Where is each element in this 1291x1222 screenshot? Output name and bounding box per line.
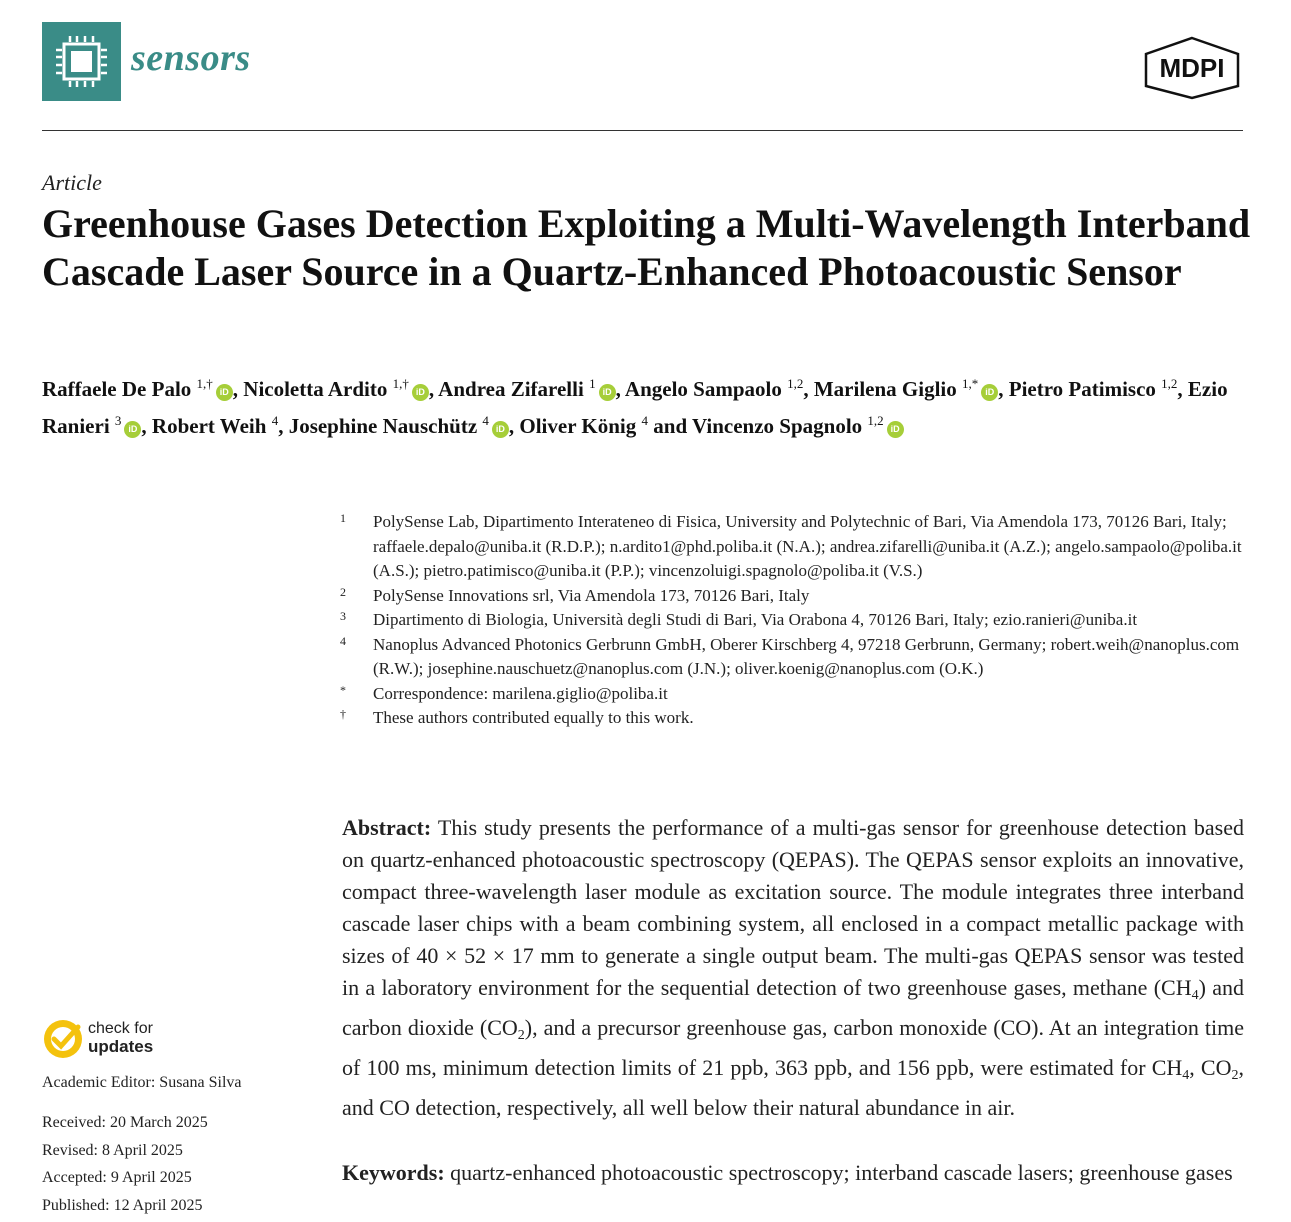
affiliation-item [340, 706, 1250, 731]
author[interactable] [42, 377, 233, 401]
author-name: Nicoletta Ardito [243, 377, 388, 401]
orcid-icon[interactable]: iD [412, 384, 429, 401]
author[interactable] [814, 377, 998, 401]
author-affiliation-mark: 1,† [392, 376, 409, 391]
publisher-name: MDPI [1159, 53, 1225, 83]
author[interactable] [519, 414, 648, 438]
affiliation-text: These authors contributed equally to this work. [373, 708, 694, 727]
affiliation-mark: 3 [340, 609, 346, 623]
author-name: Marilena Giglio [813, 377, 957, 401]
orcid-icon[interactable]: iD [981, 384, 998, 401]
author-affiliation-mark: 1,2 [867, 413, 884, 428]
article-title: Greenhouse Gases Detection Exploiting a Multi-Wavelength Interband Cascade Laser Source in a Quartz-Enhanced Photoacoustic Sensor [42, 201, 1251, 294]
check-line-2: updates [88, 1037, 154, 1056]
date-accepted: Accepted: 9 April 2025 [42, 1169, 192, 1186]
publisher-logo [1142, 36, 1242, 100]
affiliation-mark: 4 [340, 633, 346, 648]
subscript: 4 [1191, 988, 1199, 1003]
subscript: 2 [517, 1028, 525, 1043]
author-name: Angelo Sampaolo [624, 377, 782, 401]
author-affiliation-mark: 4 [641, 413, 649, 428]
affiliation-item [340, 510, 1250, 584]
article-type: Article [42, 170, 102, 195]
affiliation-text: PolySense Lab, Dipartimento Interateneo di Fisica, University and Polytechnic of Bari, Via Amendola 173, 70126 Bari, Italy; raffaele.depalo@uniba.it (R.D.P.); n.ardito1@phd.poliba.it (N.A.); andrea.zifarelli@uniba.it (A.Z.); angelo.sampaolo@poliba.it (A.S.); pietro.patimisco@uniba.it (P.P.); vincenzoluigi.spagnolo@poliba.it (V.S.) [373, 512, 1242, 580]
keywords-text: quartz-enhanced photoacoustic spectroscopy; interband cascade lasers; greenhouse gases [444, 1160, 1233, 1185]
author-affiliation-mark: 1,† [196, 376, 213, 391]
journal-logo-icon [42, 22, 121, 101]
author-affiliation-mark: 1,2 [1161, 376, 1178, 391]
author-name: Vincenzo Spagnolo [692, 414, 863, 438]
affiliation-text: Dipartimento di Biologia, Università degli Studi di Bari, Via Orabona 4, 70126 Bari, Italy; ezio.ranieri@uniba.it [373, 610, 1138, 629]
orcid-icon[interactable]: iD [887, 421, 904, 438]
abstract-text: ), and a precursor greenhouse gas, carbon monoxide (CO). At an integration time of 100 ms, minimum detection limits of 21 ppb, 363 ppb, and 156 ppb, were estimated for CH [342, 1015, 1244, 1080]
abstract-label: Abstract: [342, 815, 432, 840]
keywords [342, 1157, 1244, 1189]
header-divider [42, 130, 1243, 131]
abstract [342, 812, 1244, 1124]
author-name: Robert Weih [151, 414, 267, 438]
author-affiliation-mark: 3 [114, 413, 122, 428]
abstract-text: , and CO detection, respectively, all well below their natural abundance in air. [342, 1055, 1244, 1120]
author[interactable] [438, 377, 615, 401]
author[interactable] [1009, 377, 1178, 401]
academic-editor: Academic Editor: Susana Silva [42, 1074, 242, 1091]
affiliation-item [340, 633, 1250, 682]
affiliation-mark: † [340, 707, 346, 721]
subscript: 2 [1231, 1068, 1239, 1083]
affiliation-mark: * [340, 682, 346, 697]
affiliation-mark: 2 [340, 584, 346, 599]
author[interactable] [625, 377, 803, 401]
author-name: Josephine Nauschütz [288, 414, 478, 438]
abstract-text: ) and carbon dioxide (CO [342, 975, 1244, 1040]
orcid-icon[interactable]: iD [124, 421, 141, 438]
author-affiliation-mark: 4 [271, 413, 279, 428]
abstract-text: , CO [1189, 1055, 1232, 1080]
author-name: Pietro Patimisco [1008, 377, 1156, 401]
check-updates-icon [42, 1018, 84, 1060]
author[interactable] [289, 414, 509, 438]
subscript: 4 [1182, 1068, 1190, 1083]
date-received: Received: 20 March 2025 [42, 1114, 208, 1131]
author-affiliation-mark: 1,2 [787, 376, 804, 391]
affiliation-item [340, 584, 1250, 609]
affiliations [340, 510, 1250, 731]
affiliation-mark: 1 [340, 511, 346, 525]
author-affiliation-mark: 4 [482, 413, 489, 428]
author-affiliation-mark: 1 [589, 376, 596, 391]
orcid-icon[interactable]: iD [492, 421, 509, 438]
orcid-icon[interactable]: iD [599, 384, 616, 401]
authors-and: and [653, 414, 688, 438]
journal-name: sensors [131, 37, 251, 79]
author-name: Raffaele De Palo [42, 377, 192, 401]
author[interactable] [152, 414, 278, 438]
author-list: Raffaele De Palo $^{1,\dagger}$iD , Nicoletta Ardito $^{1,\dagger}$iD , Andrea Zifarelli $^1$iD , Angelo Sampaolo $^{1,2}$, Marilena Giglio $^{1,*}$iD , Pietro Patimisco $^{1,2}$, Ezio Ranieri $^3$iD , Robert Weih $^4$, Josephine Nauschütz $^4$iD , Oliver König $^4$ and Vincenzo Spagnolo $^{1,2}$iD [42, 376, 1228, 438]
author[interactable] [692, 414, 904, 438]
orcid-icon[interactable]: iD [216, 384, 233, 401]
affiliation-text: PolySense Innovations srl, Via Amendola 173, 70126 Bari, Italy [373, 585, 810, 605]
date-published: Published: 12 April 2025 [42, 1196, 203, 1214]
check-updates-label[interactable] [88, 1020, 153, 1056]
author-affiliation-mark: 1,* [962, 376, 979, 391]
check-line-1: check for [88, 1020, 153, 1037]
date-revised: Revised: 8 April 2025 [42, 1141, 183, 1159]
affiliation-text: Nanoplus Advanced Photonics Gerbrunn GmbH, Oberer Kirschberg 4, 97218 Gerbrunn, Germany; robert.weih@nanoplus.com (R.W.); josephine.nauschuetz@nanoplus.com (J.N.); oliver.koenig@nanoplus.com (O.K.) [373, 634, 1240, 678]
author-name: Ezio Ranieri [42, 377, 1228, 438]
publication-dates [42, 1109, 208, 1219]
abstract-text: This study presents the performance of a multi-gas sensor for greenhouse detection based on quartz-enhanced photoacoustic spectroscopy (QEPAS). The QEPAS sensor exploits an innovative, compact three-wavelength laser module as excitation source. The module integrates three interband cascade laser chips with a beam combining system, all enclosed in a compact metallic package with sizes of 40 × 52 × 17 mm to generate a single output beam. The multi-gas QEPAS sensor was tested in a laboratory environment for the sequential detection of two greenhouse gases, methane (CH [342, 815, 1244, 1000]
author[interactable] [243, 377, 429, 401]
keywords-label: Keywords: [342, 1160, 445, 1185]
author-name: Oliver König [519, 414, 637, 438]
affiliation-item [340, 682, 1250, 707]
affiliation-text: Correspondence: marilena.giglio@poliba.it [373, 683, 668, 703]
author-name: Andrea Zifarelli [438, 377, 584, 401]
affiliation-item [340, 608, 1250, 633]
